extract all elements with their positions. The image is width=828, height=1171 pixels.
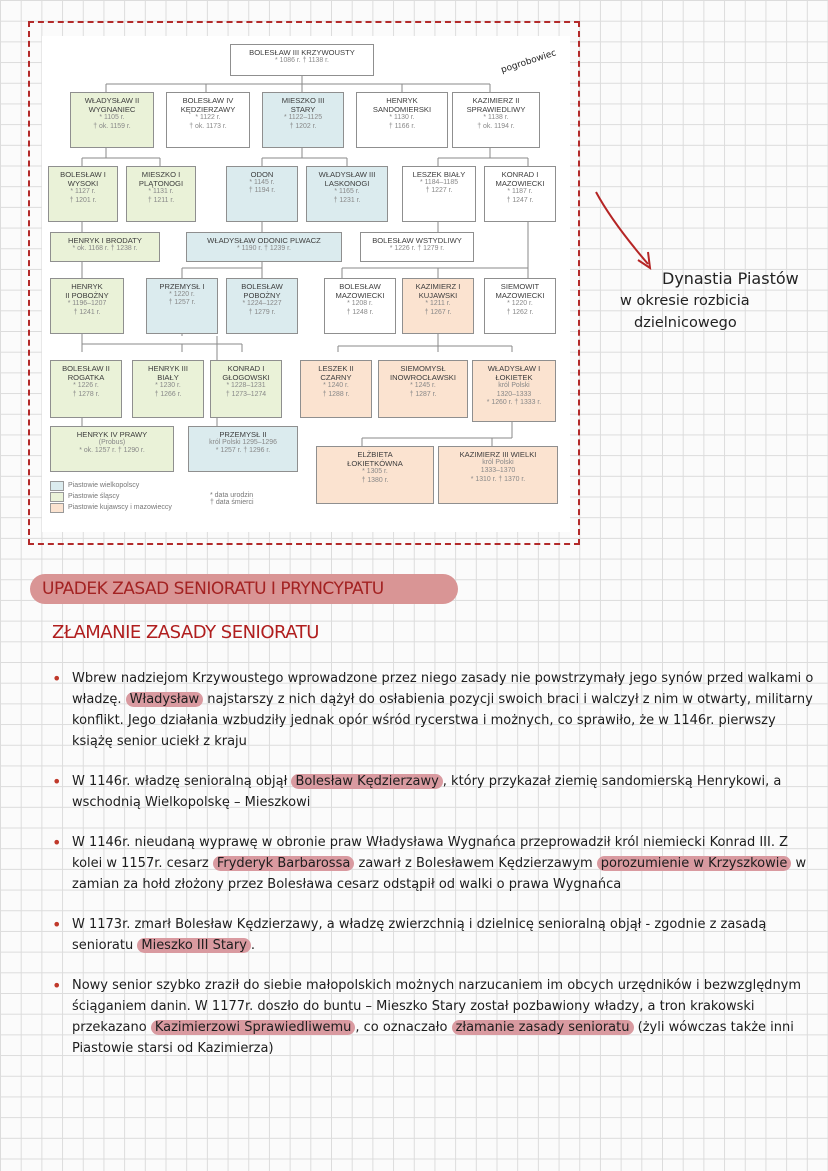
node-odon xyxy=(226,166,298,222)
node-death: † 1262 r. xyxy=(506,308,534,316)
node-boleslaw-wstydliwy xyxy=(360,232,474,262)
node-birth: * 1196–1207 xyxy=(67,300,107,308)
node-dates: * 1310 r. † 1370 r. xyxy=(470,475,526,483)
node-przemysl-i xyxy=(146,278,218,334)
node-name: PRZEMYSŁ II xyxy=(219,430,267,439)
node-henryk-brodaty xyxy=(50,232,160,262)
node-death: † 1211 r. xyxy=(147,196,175,204)
node-death: † 1166 r. xyxy=(388,122,416,130)
node-death: † 1248 r. xyxy=(346,308,374,316)
node-name: MIESZKO I xyxy=(141,170,181,179)
node-birth: * 1220 r. xyxy=(507,300,533,308)
node-wladyslaw-wygnaniec xyxy=(70,92,154,148)
node-name: SIEMOMYSŁ xyxy=(400,364,446,373)
node-wladyslaw-lokietek xyxy=(472,360,556,422)
node-name: GŁOGOWSKI xyxy=(222,373,270,383)
node-name: WŁADYSŁAW I xyxy=(487,364,541,373)
node-name: BOLESŁAW WSTYDLIWY xyxy=(372,236,462,245)
node-name: MAZOWIECKI xyxy=(495,179,545,189)
legend-birth: * data urodzin xyxy=(210,492,254,499)
node-death: † 1273–1274 xyxy=(225,390,267,398)
node-boleslaw-kedzierzawy xyxy=(166,92,250,148)
node-dates: * 1226 r. † 1279 r. xyxy=(389,245,445,253)
node-name: MIESZKO III xyxy=(281,96,325,105)
node-name: BOLESŁAW xyxy=(241,282,283,291)
node-leszek-czarny xyxy=(300,360,372,418)
highlight: złamanie zasady senioratu xyxy=(452,1020,634,1035)
node-henryk-prawy xyxy=(50,426,174,472)
bullet-icon: • xyxy=(52,976,62,995)
node-mieszko-platonogi xyxy=(126,166,196,222)
node-name: ODON xyxy=(250,170,274,179)
node-birth: * 1220 r. xyxy=(169,291,195,299)
node-birth: * 1122–1125 xyxy=(283,114,323,122)
node-birth: * 1130 r. xyxy=(389,114,415,122)
highlight: Władysław xyxy=(126,692,204,707)
section-subheading: ZŁAMANIE ZASADY SENIORATU xyxy=(52,622,319,643)
node-birth: * 1240 r. xyxy=(323,382,349,390)
node-henryk-sandomierski xyxy=(356,92,448,148)
legend-item: Piastowie kujawscy i mazowieccy xyxy=(50,502,172,513)
diagram-caption xyxy=(620,268,799,334)
node-death: † 1380 r. xyxy=(361,476,389,484)
node-dates: * 1260 r. † 1333 r. xyxy=(486,398,542,406)
node-name: BOLESŁAW I xyxy=(60,170,106,179)
node-title: król Polski xyxy=(498,382,530,390)
node-dates: * ok. 1168 r. † 1238 r. xyxy=(72,245,138,253)
node-birth: * 1230 r. xyxy=(155,382,181,390)
legend-symbols xyxy=(210,492,254,506)
node-przemysl-ii xyxy=(188,426,298,472)
node-name: WYGNANIEC xyxy=(88,105,136,115)
highlight: Mieszko III Stary xyxy=(137,938,251,953)
node-dates: * 1257 r. † 1296 r. xyxy=(215,447,271,455)
node-death: † ok. 1173 r. xyxy=(189,122,227,130)
node-name: SANDOMIERSKI xyxy=(372,105,432,115)
node-boleslaw-pobozny xyxy=(226,278,298,334)
node-name: HENRYK IV PRAWY xyxy=(76,430,148,439)
node-reign: 1333–1370 xyxy=(480,467,516,475)
node-name: SIEMOWIT xyxy=(500,282,540,291)
node-name: WŁADYSŁAW ODONIC PLWACZ xyxy=(207,236,321,245)
node-name: II POBOŻNY xyxy=(65,291,109,301)
node-birth: * 1228–1231 xyxy=(226,382,266,390)
node-name: POBOŻNY xyxy=(243,291,281,301)
node-name: HENRYK xyxy=(71,282,103,291)
legend-death: † data śmierci xyxy=(210,499,254,506)
node-kazimierz-sprawiedliwy xyxy=(452,92,540,148)
node-dates: * 1190 r. † 1239 r. xyxy=(237,245,291,253)
node-birth: * 1131 r. xyxy=(148,188,174,196)
node-boleslaw-wysoki xyxy=(48,166,118,222)
node-death: † 1278 r. xyxy=(72,390,100,398)
node-name: ELŻBIETA xyxy=(357,450,393,459)
legend xyxy=(50,480,172,513)
node-birth: * 1138 r. xyxy=(483,114,509,122)
node-name: WŁADYSŁAW II xyxy=(84,96,140,105)
node-konrad-mazowiecki xyxy=(484,166,556,222)
node-name: HENRYK I BRODATY xyxy=(68,236,142,245)
node-name: PRZEMYSŁ I xyxy=(159,282,205,291)
node-name: WŁADYSŁAW III xyxy=(318,170,376,179)
node-henryk-pobozny xyxy=(50,278,124,334)
node-name: LESZEK II xyxy=(318,364,354,373)
node-name: BOLESŁAW II xyxy=(62,364,110,373)
legend-item: Piastowie wielkopolscy xyxy=(50,480,172,491)
node-death: † ok. 1194 r. xyxy=(477,122,515,130)
node-name: LASKONOGI xyxy=(324,179,370,189)
node-siemomysl xyxy=(378,360,468,418)
node-death: † 1288 r. xyxy=(322,390,350,398)
node-name: BOLESŁAW xyxy=(339,282,381,291)
legend-item: Piastowie śląscy xyxy=(50,491,172,502)
node-death: † 1227 r. xyxy=(425,187,453,195)
node-boleslaw-rogatka xyxy=(50,360,122,418)
caption-line: dzielnicowego xyxy=(634,315,737,331)
node-boleslaw-krzywousty xyxy=(230,44,374,76)
node-death: † 1279 r. xyxy=(248,308,276,316)
node-death: † 1257 r. xyxy=(168,299,196,307)
list-item: • W 1173r. zmarł Bolesław Kędzierzawy, a władzę zwierzchnią i dzielnicę senioralną objął - zgodnie z zasadą senioratu Mieszko III Stary . xyxy=(52,915,767,953)
node-mieszko-stary xyxy=(262,92,344,148)
list-item: • Wbrew nadziejom Krzywoustego wprowadzone przez niego zasady nie powstrzymały jego synów przed walkami o władzę. Władysław najstarszy z nich dążył do osłabienia pozycji swoich braci i walczył z nim w otwarty, militarny konflikt. Jego działania wzbudziły jednak opór wśród rycerstwa i możnych, co sprawiło, że w 1146r. pierwszy książę senior uciekł z kraju xyxy=(52,669,814,749)
node-birth: * 1127 r. xyxy=(70,188,96,196)
node-death: † 1241 r. xyxy=(73,308,101,316)
node-name: MAZOWIECKI xyxy=(335,291,385,301)
node-birth: * 1105 r. xyxy=(99,114,125,122)
node-name: CZARNY xyxy=(320,373,352,383)
node-leszek-bialy xyxy=(402,166,476,222)
node-birth: * 1211 r. xyxy=(425,300,451,308)
highlight: Fryderyk Barbarossa xyxy=(213,856,355,871)
node-kazimierz-kujawski xyxy=(402,278,474,334)
node-name: KAZIMIERZ III WIELKI xyxy=(459,450,537,459)
caption-line: w okresie rozbicia xyxy=(620,293,750,309)
node-henryk-bialy xyxy=(132,360,204,418)
node-name: BOLESŁAW IV xyxy=(182,96,234,105)
node-birth: * 1224–1227 xyxy=(242,300,282,308)
node-title: król Polski 1295–1296 xyxy=(209,439,277,447)
node-title: król Polski xyxy=(482,459,514,467)
highlight: Bolesław Kędzierzawy xyxy=(291,774,442,789)
node-name: ŁOKIETEK xyxy=(495,373,533,383)
list-item: • W 1146r. nieudaną wyprawę w obronie praw Władysława Wygnańca przeprowadził król niemiecki Konrad III. Z kolei w 1157r. cesarz Fryderyk Barbarossa zawarł z Bolesławem Kędzierzawym porozumienie w Krzyszkowie w zamian za hołd złożony przez Bolesława cesarz odstąpił od walki o prawa Wygnańca xyxy=(52,833,807,892)
note-pogrobowiec: pogrobowiec xyxy=(499,48,558,76)
node-dates: * 1086 r. † 1138 r. xyxy=(275,57,329,65)
node-death: † 1201 r. xyxy=(69,196,97,204)
node-name: WYSOKI xyxy=(67,179,99,189)
family-tree xyxy=(42,36,570,532)
node-birth: * 1122 r. xyxy=(195,114,221,122)
bullet-list xyxy=(50,668,820,1078)
node-name: INOWROCŁAWSKI xyxy=(390,373,456,383)
node-siemowit-mazowiecki xyxy=(484,278,556,334)
node-birth: * 1226 r. xyxy=(73,382,99,390)
node-name: LESZEK BIAŁY xyxy=(412,170,466,179)
bullet-icon: • xyxy=(52,669,62,688)
node-death: † 1231 r. xyxy=(333,196,361,204)
node-name: STARY xyxy=(290,105,316,115)
node-nickname: (Probus) xyxy=(98,439,126,447)
list-item: • W 1146r. władzę senioralną objął Bolesław Kędzierzawy , który przykazał ziemię sandomierską Henrykowi, a wschodnią Wielkopolskę – Mieszkowi xyxy=(52,772,782,810)
node-death: † 1194 r. xyxy=(248,187,276,195)
node-name: SPRAWIEDLIWY xyxy=(466,105,526,115)
highlight: Kazimierzowi Sprawiedliwemu xyxy=(151,1020,356,1035)
list-item: • Nowy senior szybko zraził do siebie małopolskich możnych narzucaniem im obcych urzędników i bezwzględnym ściąganiem danin. W 1177r. doszło do buntu – Mieszko Stary został pozbawiony władzy, a tron krakowski przekazano Kazimierzowi Sprawiedliwemu , co oznaczało złamanie zasady senioratu (żyli wówczas także inni Piastowie starsi od Kazimierza) xyxy=(52,976,802,1056)
node-name: BIAŁY xyxy=(157,373,179,383)
node-name: MAZOWIECKI xyxy=(495,291,545,301)
node-konrad-glogowski xyxy=(210,360,282,418)
node-name: PLĄTONOGI xyxy=(138,179,184,189)
node-name: ROGATKA xyxy=(67,373,105,383)
bullet-icon: • xyxy=(52,772,62,791)
node-birth: * 1208 r. xyxy=(347,300,373,308)
node-name: KONRAD I xyxy=(501,170,539,179)
node-death: † 1266 r. xyxy=(154,390,182,398)
node-name: KUJAWSKI xyxy=(418,291,458,301)
highlight: porozumienie w Krzyszkowie xyxy=(597,856,792,871)
node-birth: * 1245 r. xyxy=(410,382,436,390)
node-death: † 1287 r. xyxy=(409,390,437,398)
arrow-icon xyxy=(590,188,660,278)
node-name: KĘDZIERZAWY xyxy=(180,105,236,115)
node-wladyslaw-odonic xyxy=(186,232,342,262)
node-wladyslaw-laskonogi xyxy=(306,166,388,222)
node-boleslaw-mazowiecki xyxy=(324,278,396,334)
node-death: † ok. 1159 r. xyxy=(93,122,131,130)
bullet-icon: • xyxy=(52,915,62,934)
node-name: KAZIMIERZ II xyxy=(472,96,520,105)
section-heading: UPADEK ZASAD SENIORATU I PRYNCYPATU xyxy=(30,574,458,604)
node-reign: 1320–1333 xyxy=(496,390,532,398)
caption-line: Dynastia Piastów xyxy=(662,269,799,288)
node-death: † 1247 r. xyxy=(506,196,534,204)
node-birth: * 1187 r. xyxy=(507,188,533,196)
node-name: ŁOKIETKÓWNA xyxy=(347,459,403,469)
node-name: KONRAD I xyxy=(227,364,265,373)
node-kazimierz-wielki xyxy=(438,446,558,504)
node-name: BOLESŁAW III KRZYWOUSTY xyxy=(249,48,355,57)
node-elzbieta-lokietkowna xyxy=(316,446,434,504)
node-dates: * ok. 1257 r. † 1290 r. xyxy=(79,447,145,455)
node-death: † 1267 r. xyxy=(424,308,452,316)
bullet-icon: • xyxy=(52,833,62,852)
node-birth: * 1145 r. xyxy=(249,179,275,187)
node-death: † 1202 r. xyxy=(289,122,317,130)
node-birth: * 1305 r. xyxy=(362,468,388,476)
node-name: KAZIMIERZ I xyxy=(415,282,461,291)
node-name: HENRYK xyxy=(386,96,418,105)
node-birth: * 1184–1185 xyxy=(419,179,459,187)
node-birth: * 1165 r. xyxy=(334,188,360,196)
node-name: HENRYK III xyxy=(148,364,188,373)
